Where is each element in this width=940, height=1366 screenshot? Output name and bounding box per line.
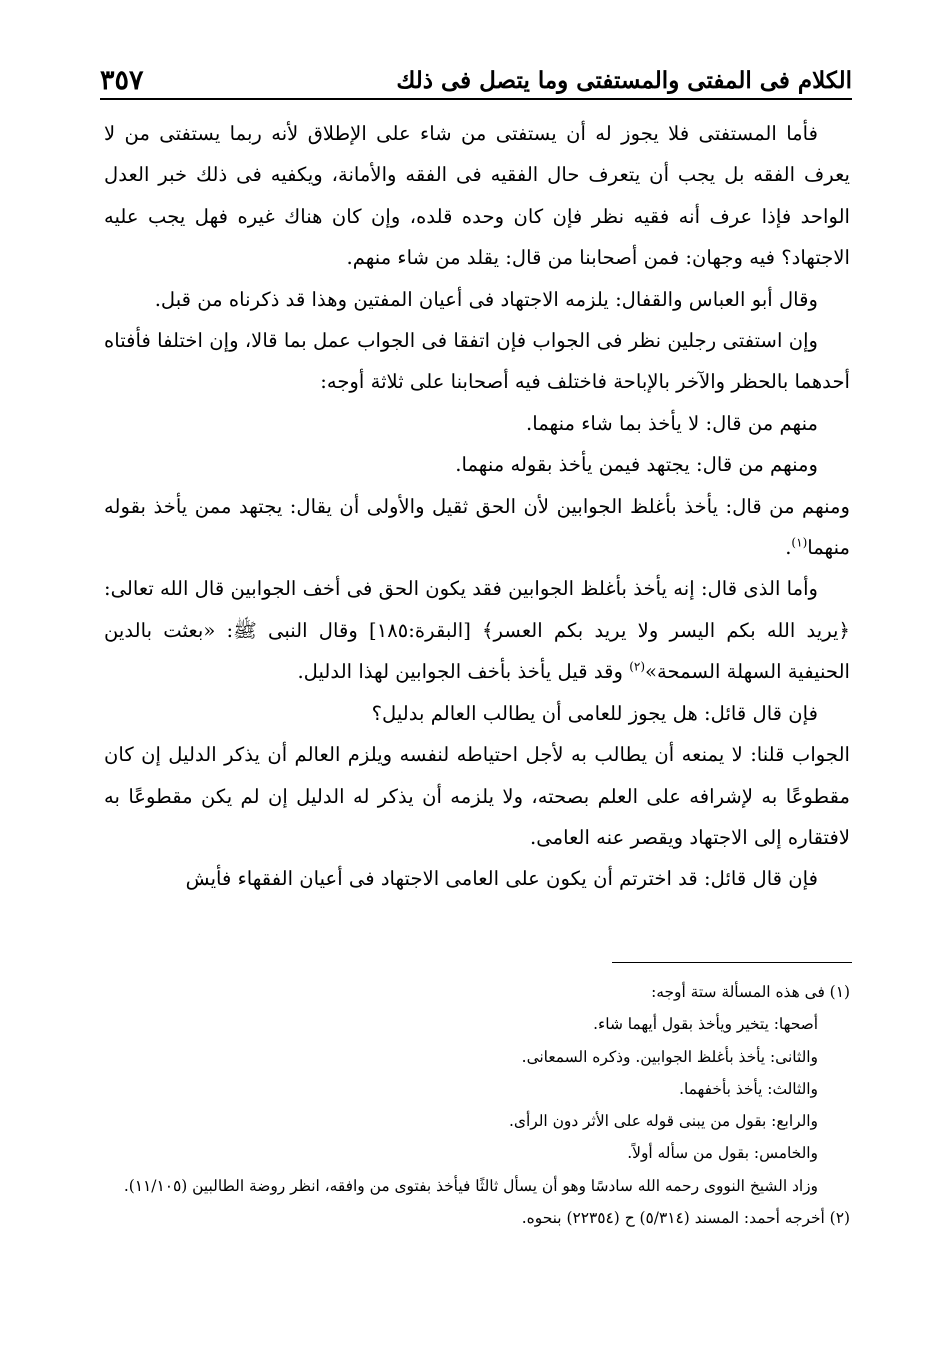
paragraph: منهم من قال: لا يأخذ بما شاء منهما.: [526, 411, 818, 435]
footnote-ref-1: (١): [791, 535, 808, 550]
paragraph: الجواب قلنا: لا يمنعه أن يطالب به لأجل احتياطه لنفسه ويلزم العالم أن يذكر الدليل إن كان مقطوعًا به لإشرافه على العلم بصحته، ولا يلزمه أن يذكر له الدليل إن لم يكن مقطوعًا به لافتقاره إلى الاجتهاد ويقصر عنه العامى.: [104, 743, 850, 849]
paragraph: وقال أبو العباس والقفال: يلزمه الاجتهاد فى أعيان المفتين وهذا قد ذكرناه من قبل.: [154, 287, 818, 311]
footnote-1-item: والخامس: بقول من سأله أولاً.: [627, 1144, 818, 1163]
footnote-ref-2: (٢): [629, 659, 646, 674]
main-text: [104, 113, 850, 900]
paragraph: فإن قال قائل: هل يجوز للعامى أن يطالب العالم بدليل؟: [371, 701, 818, 725]
footnote-1: (١) فى هذه المسألة ستة أوجه:: [651, 983, 850, 1001]
paragraph: [104, 568, 850, 692]
page-header: [100, 56, 852, 100]
page-number: ٣٥٧: [100, 65, 144, 96]
paragraph-text: وأما الذى قال: إنه يأخذ بأغلظ الجوابين فقد يكون الحق فى أخف الجوابين قال الله تعالى: ﴿يريد الله بكم اليسر ولا يريد بكم العسر﴾ [البقرة:١٨٥] وقال النبى ﷺ: «بعثت بالدين الحنيفية السهلة السمحة»: [104, 577, 850, 684]
footnote-1-item: والثانى: يأخذ بأغلظ الجوابين. وذكره السمعانى.: [521, 1047, 818, 1066]
footnote-separator: [612, 962, 852, 963]
footnotes: [104, 976, 850, 1234]
footnote-2: (٢) أخرجه أحمد: المسند (٥/٣١٤) ح (٢٢٣٥٤) بنحوه.: [521, 1209, 850, 1228]
paragraph-text: ومنهم من قال: يأخذ بأغلظ الجوابين لأن الحق ثقيل والأولى أن يقال: يجتهد ممن يأخذ بقوله منهما: [104, 494, 850, 560]
footnote-1-item: وزاد الشيخ النووى رحمه الله سادسًا وهو أن يسأل ثالثًا فيأخذ بفتوى من وافقه، انظر روضة الطالبين (١١/١٠٥).: [123, 1176, 818, 1195]
footnote-1-item: أصحها: يتخير ويأخذ بقول أيهما شاء.: [593, 1015, 818, 1034]
paragraph: ومنهم من قال: يجتهد فيمن يأخذ بقوله منهما.: [455, 453, 818, 477]
paragraph: وإن استفتى رجلين نظر فى الجواب فإن اتفقا فى الجواب عمل بما قالا، وإن اختلفا فأفتاه أحدهما بالحظر والآخر بالإباحة فاختلف فيه أصحابنا على ثلاثة أوجه:: [104, 329, 850, 394]
paragraph-text: وقد قيل يأخذ بأخف الجوابين لهذا الدليل.: [297, 660, 630, 684]
running-title: الكلام فى المفتى والمستفتى وما يتصل فى ذلك: [396, 67, 852, 94]
paragraph: فأما المستفتى فلا يجوز له أن يستفتى من شاء على الإطلاق لأنه ربما يستفتى من لا يعرف الفقه بل يجب أن يتعرف حال الفقيه فى الفقه والأمانة، ويكفيه فى ذلك خبر العدل الواحد فإذا عرف أنه فقيه نظر فإن كان وحده قلده، وإن كان هناك غيره فهل يجب عليه الاجتهاد؟ فيه وجهان: فمن أصحابنا من قال: يقلد من شاء منهم.: [104, 122, 850, 270]
paragraph-end: .: [785, 536, 792, 560]
footnote-1-item: والرابع: بقول من يبنى قوله على الأثر دون الرأى.: [509, 1112, 818, 1131]
paragraph: [104, 486, 850, 569]
paragraph: فإن قال قائل: قد اخترتم أن يكون على العامى الاجتهاد فى أعيان الفقهاء فأيش: [185, 867, 818, 891]
footnote-1-item: والثالث: يأخذ بأخفهما.: [679, 1079, 818, 1098]
